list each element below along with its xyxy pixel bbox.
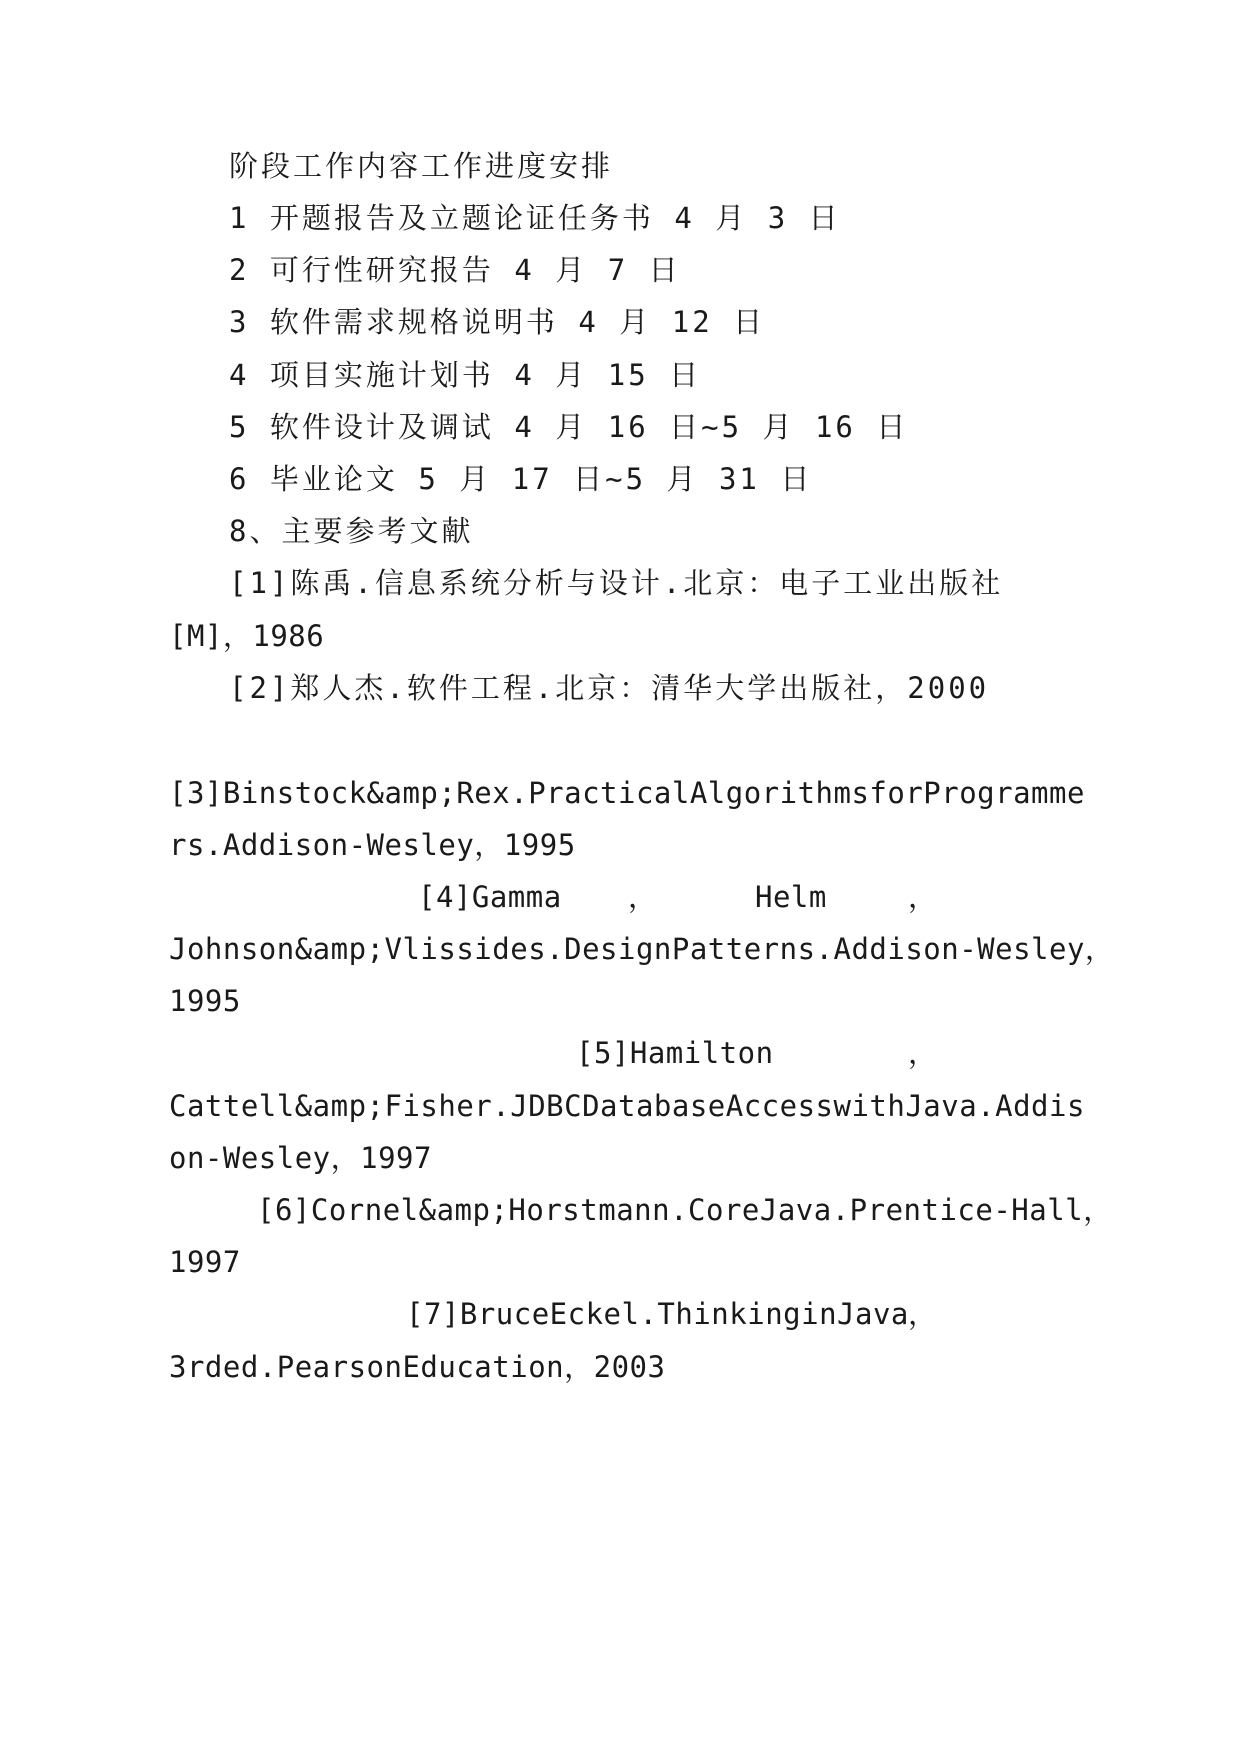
schedule-item: 6 毕业论文 5 月 17 日~5 月 31 日 (229, 462, 813, 496)
reference-4-line-2: Johnson&amp;Vlissides.DesignPatterns.Addison-Wesley， (169, 932, 1115, 966)
reference-7-line-2: 3rded.PearsonEducation，2003 (169, 1350, 666, 1384)
schedule-heading: 阶段工作内容工作进度安排 (229, 149, 614, 183)
reference-3-line-2: rs.Addison-Wesley，1995 (169, 828, 576, 862)
references-heading: 8、主要参考文献 (229, 514, 474, 548)
reference-6-line-1: [6]Cornel&amp;Horstmann.CoreJava.Prentice-Hall， (257, 1193, 1113, 1227)
reference-4-separator-2: ， (908, 880, 938, 914)
reference-5-separator: ， (908, 1036, 938, 1070)
reference-5-line-2: Cattell&amp;Fisher.JDBCDatabaseAccesswithJava.Addis (169, 1089, 1085, 1123)
reference-3-line-1: [3]Binstock&amp;Rex.PracticalAlgorithmsforProgramme (169, 776, 1085, 810)
schedule-item: 4 项目实施计划书 4 月 15 日 (229, 358, 702, 392)
reference-4-line-3: 1995 (169, 984, 241, 1018)
reference-4-author-1: [4]Gamma (418, 880, 562, 914)
reference-6-line-2: 1997 (169, 1245, 241, 1279)
reference-4-separator-1: ， (628, 880, 658, 914)
reference-7-title: [7]BruceEckel.ThinkinginJava (406, 1297, 909, 1331)
schedule-item: 5 软件设计及调试 4 月 16 日~5 月 16 日 (229, 410, 909, 444)
reference-4-author-2: Helm (755, 880, 827, 914)
reference-2-line-1: [2]郑人杰.软件工程.北京：清华大学出版社，2000 (229, 671, 990, 705)
reference-7-separator: ， (908, 1297, 938, 1331)
schedule-item: 2 可行性研究报告 4 月 7 日 (229, 253, 681, 287)
reference-5-author: [5]Hamilton (576, 1036, 774, 1070)
schedule-item: 3 软件需求规格说明书 4 月 12 日 (229, 305, 766, 339)
reference-1-line-1: [1]陈禹.信息系统分析与设计.北京：电子工业出版社 (229, 566, 1004, 600)
reference-1-line-2: [M]，1986 (169, 619, 325, 653)
reference-5-line-3: on-Wesley，1997 (169, 1141, 432, 1175)
schedule-item: 1 开题报告及立题论证任务书 4 月 3 日 (229, 201, 841, 235)
